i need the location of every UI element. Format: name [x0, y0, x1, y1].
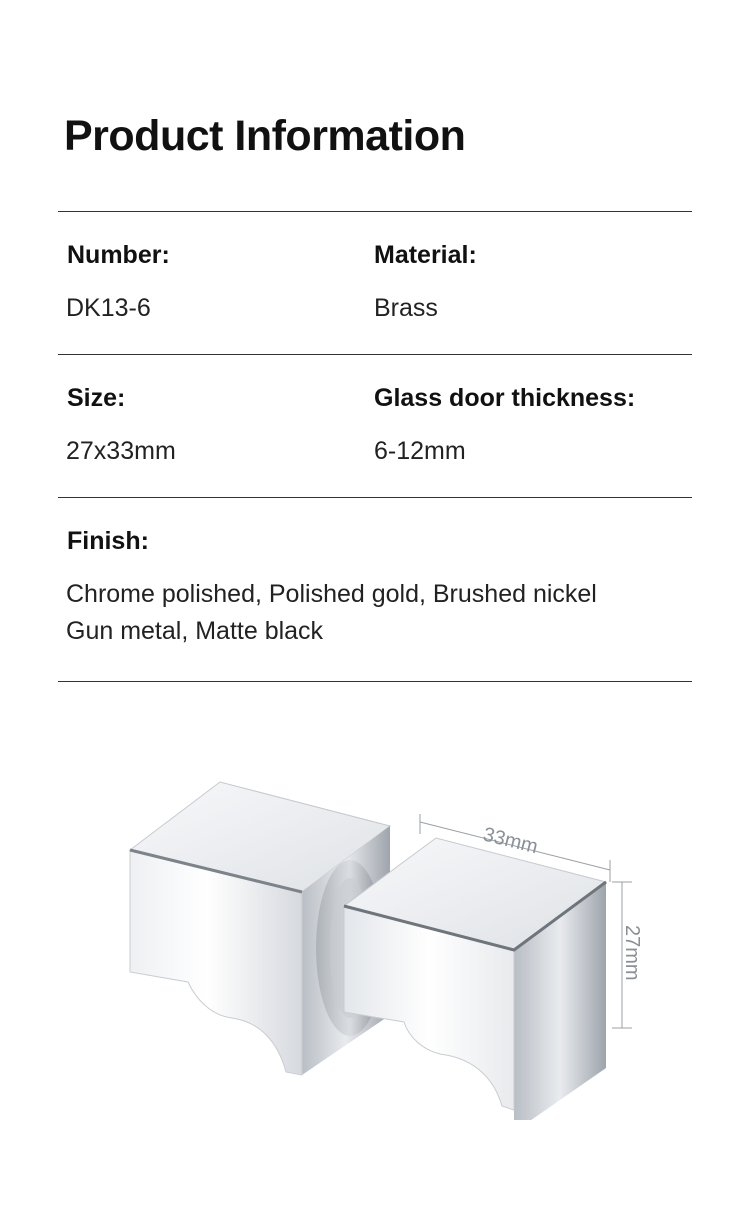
- glass-thickness-label: Glass door thickness:: [374, 384, 636, 412]
- number-label: Number:: [67, 241, 170, 269]
- finish-value-line: Chrome polished, Polished gold, Brushed nickel: [66, 580, 597, 608]
- product-image: [110, 760, 650, 1120]
- divider: [58, 354, 692, 355]
- dimension-height-label: 27mm: [621, 925, 643, 981]
- page-title: Product Information: [64, 112, 466, 160]
- finish-value-line: Gun metal, Matte black: [66, 617, 324, 645]
- size-value: 27x33mm: [66, 437, 176, 465]
- divider: [58, 681, 692, 682]
- right-knob: [344, 838, 606, 1120]
- glass-thickness-value: 6-12mm: [374, 437, 466, 465]
- number-value: DK13-6: [66, 294, 151, 322]
- divider: [58, 211, 692, 212]
- material-label: Material:: [374, 241, 477, 269]
- material-value: Brass: [374, 294, 438, 322]
- finish-label: Finish:: [67, 527, 149, 555]
- divider: [58, 497, 692, 498]
- size-label: Size:: [67, 384, 126, 412]
- dimension-width-label: 33mm: [480, 823, 541, 859]
